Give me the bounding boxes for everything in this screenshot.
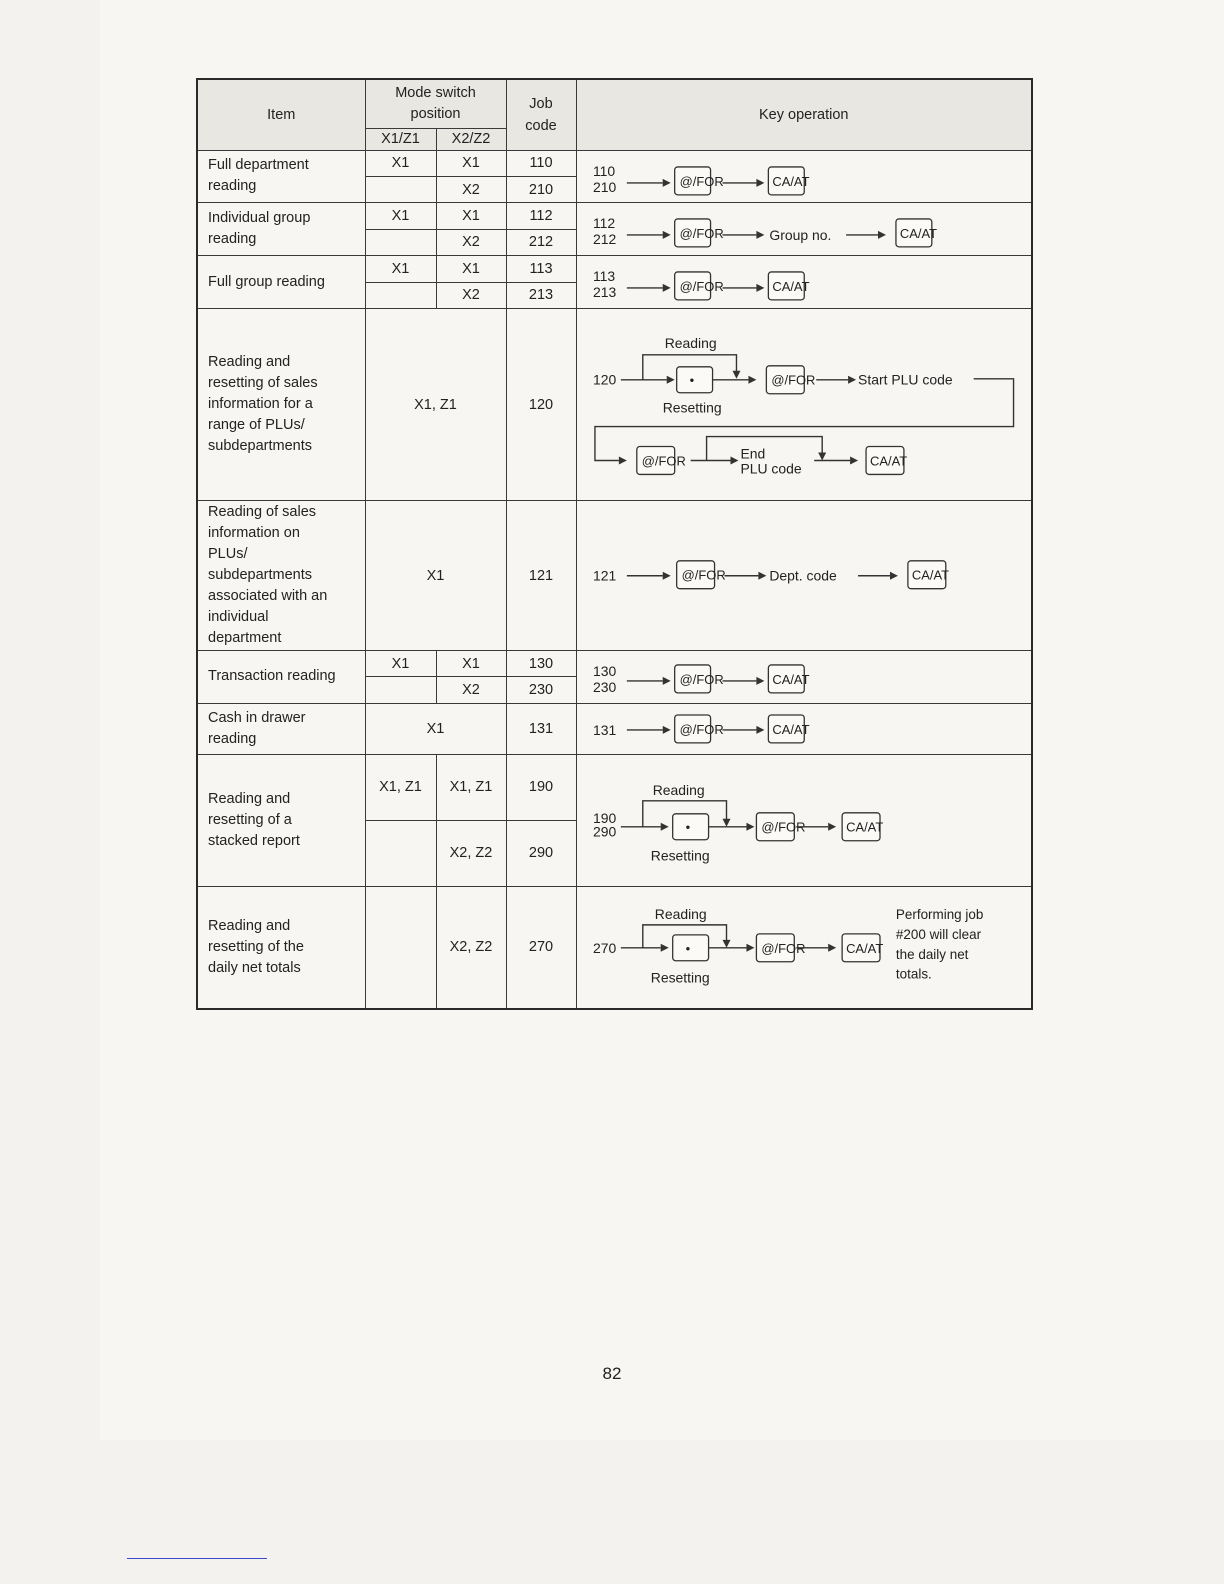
key-operation-120 [576, 308, 1032, 500]
header-key-operation: Key operation [576, 79, 1032, 150]
key-operation-190 [576, 754, 1032, 887]
svg-text:@/FOR: @/FOR [679, 173, 724, 189]
svg-text:131: 131 [592, 721, 616, 738]
svg-text:270: 270 [592, 939, 616, 956]
mode-cell [365, 176, 436, 202]
svg-text:Resetting: Resetting [650, 847, 710, 864]
caat-key-icon [768, 715, 809, 743]
mode-cell: X1 [365, 150, 436, 176]
mode-cell [365, 229, 436, 255]
job-code-cell: 230 [506, 677, 576, 703]
svg-text:#200 will clear: #200 will clear [895, 926, 981, 942]
key-operation-131 [576, 703, 1032, 754]
svg-text:190: 190 [592, 809, 616, 826]
row-item-full-department: Full department reading [197, 150, 365, 203]
svg-text:@/FOR: @/FOR [679, 671, 724, 687]
mode-cell [365, 887, 436, 1009]
page-number: 82 [602, 1364, 622, 1383]
svg-text:CA/AT: CA/AT [771, 721, 810, 737]
job-code-cell: 212 [506, 229, 576, 255]
key-sequence-diagram [577, 203, 1032, 255]
key-sequence-diagram [577, 309, 1032, 500]
svg-text:Performing job: Performing job [895, 906, 983, 922]
header-job-code: Job code [506, 79, 576, 150]
caat-key-icon [907, 561, 948, 589]
key-sequence-diagram [577, 256, 1032, 308]
report-table [196, 78, 1031, 1005]
key-operation-121 [576, 501, 1032, 651]
svg-text:213: 213 [592, 284, 616, 301]
svg-text:121: 121 [592, 568, 616, 585]
svg-text:212: 212 [592, 231, 616, 248]
mode-cell: X2 [436, 229, 506, 255]
caat-key-icon [768, 665, 809, 693]
svg-text:•: • [685, 819, 690, 835]
svg-text:Reading: Reading [664, 334, 717, 351]
mode-cell: X1, Z1 [436, 754, 506, 820]
header-x1z1: X1/Z1 [365, 128, 436, 150]
svg-text:230: 230 [592, 678, 616, 695]
dot-key-icon [676, 367, 712, 393]
caat-key-icon [895, 219, 936, 247]
for-key-icon [674, 665, 723, 693]
key-sequence-diagram [577, 755, 1032, 887]
key-sequence-diagram [577, 651, 1032, 703]
svg-text:@/FOR: @/FOR [679, 279, 724, 295]
svg-text:@/FOR: @/FOR [641, 453, 686, 469]
for-key-icon [674, 715, 723, 743]
mode-cell: X1, Z1 [365, 754, 436, 820]
svg-text:PLU code: PLU code [739, 460, 802, 477]
svg-text:•: • [685, 940, 690, 956]
svg-text:Start PLU code: Start PLU code [857, 371, 953, 388]
key-operation-130 [576, 650, 1032, 703]
svg-text:@/FOR: @/FOR [679, 721, 724, 737]
svg-text:Group no.: Group no. [768, 227, 831, 244]
job-code-cell: 113 [506, 256, 576, 282]
row-item-full-group: Full group reading [197, 256, 365, 309]
job-code-cell: 121 [506, 501, 576, 651]
svg-text:@/FOR: @/FOR [679, 226, 724, 242]
svg-text:@/FOR: @/FOR [770, 372, 815, 388]
for-key-icon [676, 561, 725, 589]
mode-cell: X1 [365, 703, 506, 754]
svg-text:CA/AT: CA/AT [771, 279, 809, 295]
svg-text:210: 210 [592, 178, 616, 195]
row-item-individual-group: Individual group reading [197, 203, 365, 256]
mode-cell [365, 820, 436, 886]
key-operation-110 [576, 150, 1032, 203]
job-code-cell: 110 [506, 150, 576, 176]
caat-key-icon [842, 934, 883, 962]
caat-key-icon [866, 447, 907, 475]
header-mode-switch: Mode switch position [365, 79, 506, 128]
row-item-plu-range: Reading and resetting of sales information for a range of PLUs/ subdepartments [197, 308, 365, 500]
svg-text:110: 110 [592, 162, 615, 179]
key-sequence-diagram [577, 704, 1032, 754]
svg-text:120: 120 [592, 371, 616, 388]
mode-cell: X1 [365, 501, 506, 651]
row-item-stacked-report: Reading and resetting of a stacked report [197, 754, 365, 887]
row-item-cash-drawer: Cash in drawer reading [197, 703, 365, 754]
job-code-cell: 112 [506, 203, 576, 229]
key-operation-270 [576, 887, 1032, 1009]
svg-text:CA/AT: CA/AT [911, 568, 949, 584]
dot-key-icon [672, 813, 708, 839]
key-operation-113 [576, 256, 1032, 309]
svg-text:@/FOR: @/FOR [760, 819, 805, 835]
mode-cell: X1, Z1 [365, 308, 506, 500]
row-item-daily-net: Reading and resetting of the daily net totals [197, 887, 365, 1009]
for-key-icon [766, 366, 815, 394]
svg-text:@/FOR: @/FOR [760, 940, 805, 956]
mode-cell: X1 [436, 650, 506, 676]
svg-text:•: • [689, 372, 694, 388]
svg-text:Dept. code: Dept. code [768, 568, 837, 585]
caat-key-icon [768, 272, 809, 300]
job-code-cell: 190 [506, 754, 576, 820]
svg-text:Reading: Reading [654, 905, 707, 922]
row-item-transaction: Transaction reading [197, 650, 365, 703]
mode-cell: X1 [365, 650, 436, 676]
for-key-icon [674, 272, 723, 300]
mode-cell [365, 282, 436, 308]
svg-text:CA/AT: CA/AT [869, 453, 907, 469]
svg-text:290: 290 [592, 823, 616, 840]
svg-text:Reading: Reading [652, 781, 705, 798]
svg-text:CA/AT: CA/AT [771, 671, 809, 687]
mode-cell: X2 [436, 176, 506, 202]
header-x2z2: X2/Z2 [436, 128, 506, 150]
mode-cell: X2, Z2 [436, 887, 506, 1009]
mode-cell: X1 [436, 256, 506, 282]
mode-cell: X2 [436, 677, 506, 703]
mode-cell [365, 677, 436, 703]
dot-key-icon [672, 935, 708, 961]
job-code-cell: 290 [506, 820, 576, 886]
job-code-cell: 270 [506, 887, 576, 1009]
svg-text:End: End [739, 445, 765, 462]
mode-cell: X1 [365, 256, 436, 282]
svg-text:Resetting: Resetting [650, 969, 710, 986]
footer-divider [127, 1558, 267, 1559]
svg-text:CA/AT: CA/AT [771, 173, 809, 189]
svg-text:@/FOR: @/FOR [681, 568, 726, 584]
key-sequence-diagram [577, 501, 1032, 650]
svg-text:CA/AT: CA/AT [845, 819, 883, 835]
svg-text:totals.: totals. [895, 966, 932, 982]
row-item-dept-plu: Reading of sales information on PLUs/ subdepartments associated with an individual department [197, 501, 365, 651]
for-key-icon [636, 447, 685, 475]
svg-text:130: 130 [592, 662, 616, 679]
svg-text:the daily net: the daily net [895, 946, 968, 962]
job-code-cell: 213 [506, 282, 576, 308]
job-code-cell: 131 [506, 703, 576, 754]
header-item: Item [197, 79, 365, 150]
caat-key-icon [768, 166, 809, 194]
key-sequence-diagram [577, 887, 1032, 1008]
for-key-icon [674, 219, 723, 247]
svg-text:Resetting: Resetting [662, 399, 722, 416]
key-sequence-diagram [577, 151, 1032, 203]
svg-text:113: 113 [592, 268, 615, 285]
job-code-cell: 120 [506, 308, 576, 500]
svg-text:CA/AT: CA/AT [845, 940, 883, 956]
svg-text:112: 112 [592, 215, 615, 232]
for-key-icon [674, 166, 723, 194]
mode-cell: X1 [436, 203, 506, 229]
mode-cell: X1 [436, 150, 506, 176]
mode-cell: X2, Z2 [436, 820, 506, 886]
mode-cell: X2 [436, 282, 506, 308]
key-operation-112 [576, 203, 1032, 256]
mode-cell: X1 [365, 203, 436, 229]
svg-text:CA/AT: CA/AT [899, 226, 937, 242]
job-code-cell: 210 [506, 176, 576, 202]
caat-key-icon [842, 812, 883, 840]
job-code-cell: 130 [506, 650, 576, 676]
